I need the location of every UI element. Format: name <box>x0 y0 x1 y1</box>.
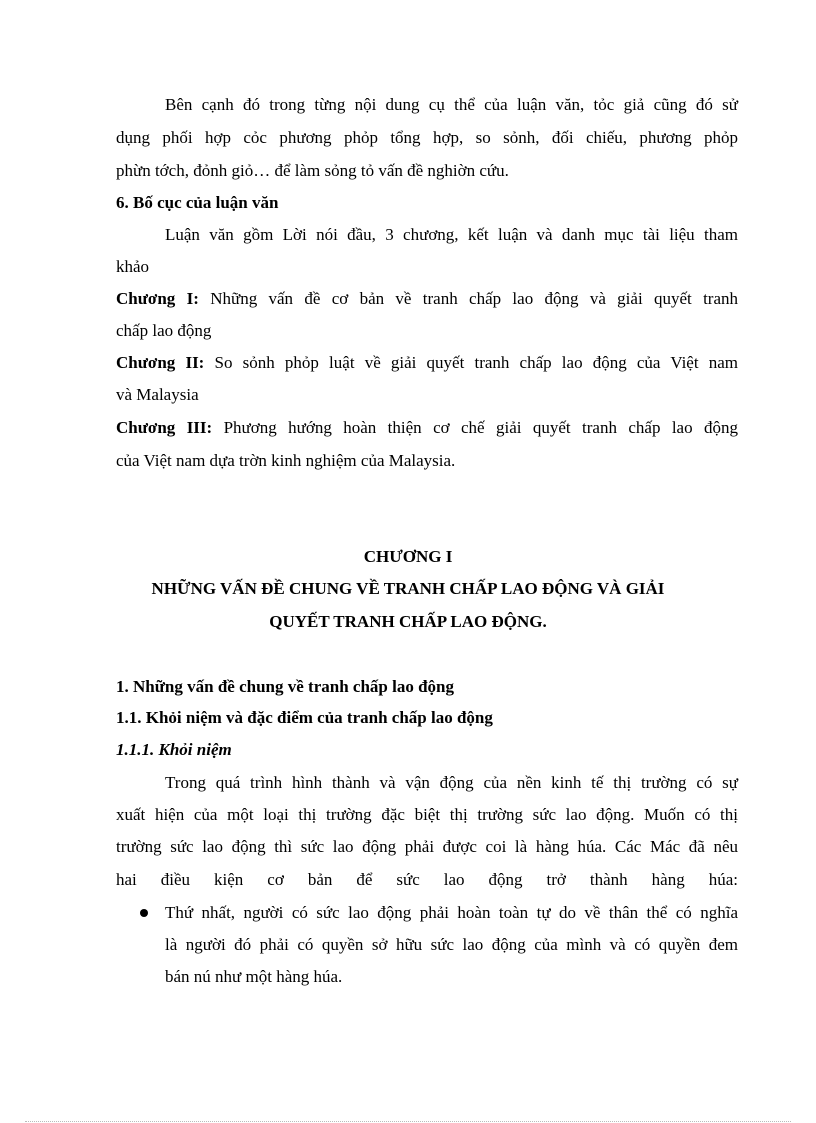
bullet-line: Thứ nhất, người có sức lao động phải hoàn toàn tự do về thân thể có nghĩa <box>165 903 738 922</box>
chapter-text: So sỏnh phỏp luật về giải quyết tranh chấp lao động của Việt nam <box>204 353 738 372</box>
chapter-summary-line <box>116 417 738 439</box>
section-heading: 6. Bố cục của luận văn <box>116 193 279 212</box>
bullet-marker <box>140 909 148 917</box>
chapter-summary-line <box>116 288 738 310</box>
chapter-label: Chương II: <box>116 353 205 372</box>
heading-1-1-1: 1.1.1. Khỏi niệm <box>116 740 232 759</box>
body-line: Luận văn gồm Lời nói đầu, 3 chương, kết luận và danh mục tài liệu tham <box>165 225 738 244</box>
chapter-label: Chương I: <box>116 289 199 308</box>
chapter-subtitle: QUYẾT TRANH CHẤP LAO ĐỘNG. <box>269 612 547 631</box>
chapter-summary-line <box>116 352 738 374</box>
chapter-label: Chương III: <box>116 418 213 437</box>
body-line: Trong quá trình hình thành và vận động của nền kinh tế thị trường có sự <box>165 773 738 792</box>
bullet-line: là người đó phải có quyền sở hữu sức lao động của mình và có quyền đem <box>165 935 738 954</box>
intro-line: Bên cạnh đó trong từng nội dung cụ thể của luận văn, tỏc giả cũng đó sử <box>165 95 738 114</box>
body-line: hai điều kiện cơ bản để sức lao động trở thành hàng húa: <box>116 870 738 889</box>
chapter-subtitle: NHỮNG VẤN ĐỀ CHUNG VỀ TRANH CHẤP LAO ĐỘNG VÀ GIẢI <box>151 579 665 598</box>
body-line: xuất hiện của một loại thị trường đặc biệt thị trường sức lao động. Muốn có thị <box>116 805 738 824</box>
body-line: trường sức lao động thì sức lao động phải được coi là hàng húa. Các Mác đã nêu <box>116 837 738 856</box>
page-bottom-border <box>25 1121 791 1122</box>
chapter-title: CHƯƠNG I <box>363 547 453 566</box>
chapter-text: Phương hướng hoàn thiện cơ chế giải quyết tranh chấp lao động <box>212 418 738 437</box>
chapter-summary-line: của Việt nam dựa trờn kinh nghiệm của Malaysia. <box>116 451 456 470</box>
chapter-summary-line: và Malaysia <box>116 385 199 404</box>
intro-line: dụng phối hợp cỏc phương phỏp tổng hợp, so sỏnh, đối chiếu, phương phỏp <box>116 128 738 147</box>
chapter-summary-line: chấp lao động <box>116 321 212 340</box>
intro-line: phừn tớch, đỏnh giỏ… để làm sỏng tỏ vấn đề nghiờn cứu. <box>116 161 509 180</box>
chapter-text: Những vấn đề cơ bản về tranh chấp lao động và giải quyết tranh <box>198 289 738 308</box>
bullet-line: bán nú như một hàng húa. <box>165 967 343 986</box>
heading-1: 1. Những vấn đề chung về tranh chấp lao động <box>116 677 454 696</box>
heading-1-1: 1.1. Khỏi niệm và đặc điểm của tranh chấp lao động <box>116 708 493 727</box>
body-line: khảo <box>116 257 150 276</box>
